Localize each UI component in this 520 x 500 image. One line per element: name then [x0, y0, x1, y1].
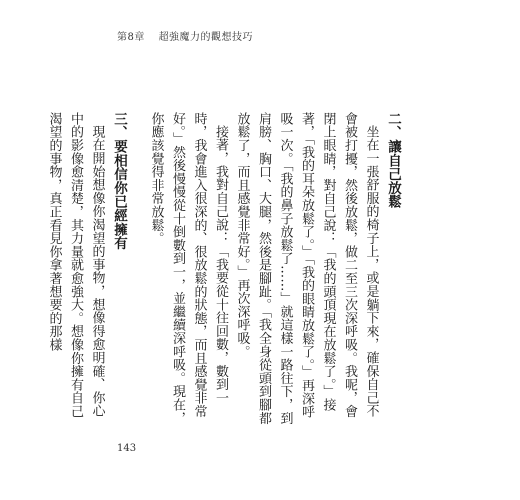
paragraph: 坐在一張舒服的椅子上，或是躺下來，確保自己不會被打擾，然後放鬆，做二至三次深呼吸。我呢，會閉上眼睛，對自己說：「我的頭頂現在放鬆了。」接著，「我的耳朵放鬆了。」「我的眼睛放鬆了。」再深呼吸一次。「我的鼻子放鬆了……」就這樣一路往下，到肩膀、胸口、大腿，然後是腳趾。「我全身從頭到腳都放鬆了，而且感覺非常好。」再次深呼吸。 [234, 112, 379, 425]
paragraph: 接著，我對自己說：「我要從十往回數，數到一時，我會進入很深的、很放鬆的狀態，而且感覺非常好。」然後慢慢從十倒數到一，並繼續深呼吸。現在，你應該覺得非常放鬆。 [148, 112, 228, 425]
body-text [43, 112, 403, 427]
section-spacer [129, 112, 145, 427]
paragraph: 現在開始想像你渴望的事物，想像得愈明確、你心中的影像愈清楚，其力量就愈強大。想像你擁有自己渴望的事物，真正看見你拿著想要的那樣 [46, 112, 105, 418]
section-heading: 三、要相信你已經擁有 [111, 112, 127, 250]
chapter-title: 超強魔力的觀想技巧 [158, 32, 254, 43]
section-heading: 二、讓自己放鬆 [385, 112, 401, 209]
chapter-number: 第8章 [117, 32, 145, 43]
running-header [117, 28, 253, 43]
page-number: 143 [117, 443, 137, 454]
